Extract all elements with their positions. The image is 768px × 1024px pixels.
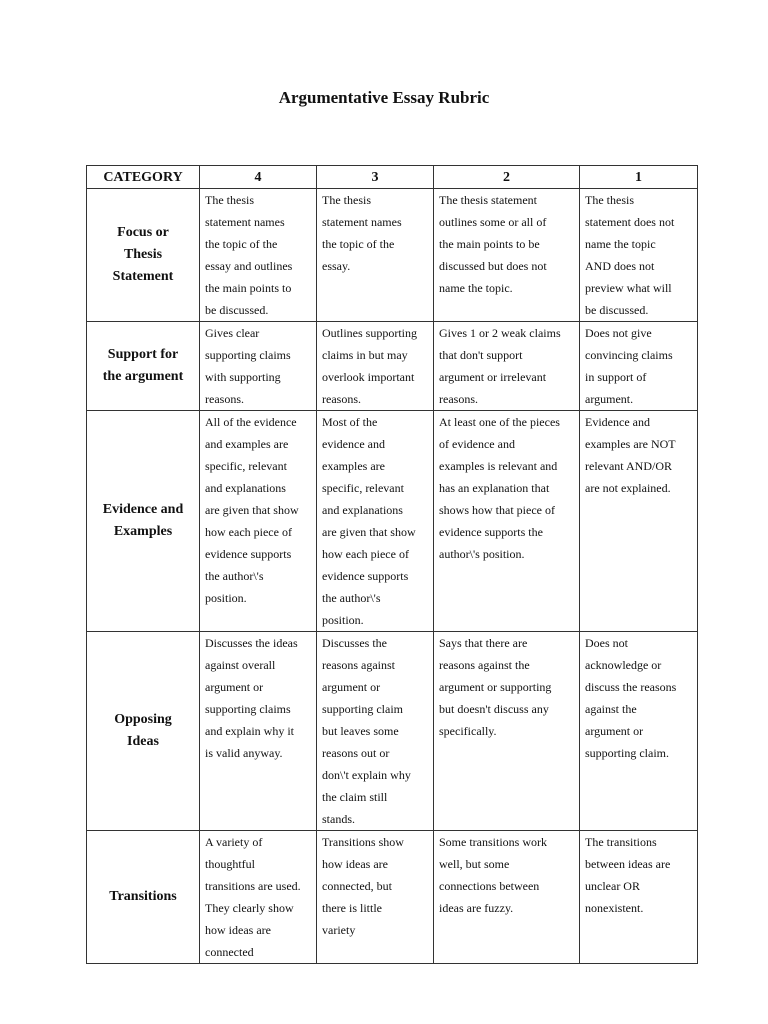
rubric-cell: The thesis statement outlines some or all of the main points to be discussed but does not name the topic. — [434, 189, 580, 322]
table-row — [87, 632, 698, 831]
header-row — [87, 166, 698, 189]
rubric-cell: Outlines supporting claims in but may overlook important reasons. — [317, 322, 434, 411]
rubric-cell: At least one of the pieces of evidence and examples is relevant and has an explanation that shows how that piece of evidence supports the author\'s position. — [434, 411, 580, 632]
rubric-table — [86, 165, 698, 964]
rubric-cell: Discusses the ideas against overall argument or supporting claims and explain why it is valid anyway. — [200, 632, 317, 831]
rubric-cell: The transitions between ideas are unclear OR nonexistent. — [580, 831, 698, 964]
rubric-cell: The thesis statement names the topic of the essay and outlines the main points to be discussed. — [200, 189, 317, 322]
rubric-cell: Gives clear supporting claims with supporting reasons. — [200, 322, 317, 411]
table-row — [87, 831, 698, 964]
category-label: Focus or Thesis Statement — [112, 225, 174, 284]
table-row — [87, 189, 698, 322]
rubric-cell: The thesis statement does not name the topic AND does not preview what will be discussed. — [580, 189, 698, 322]
rubric-cell: Transitions show how ideas are connected, but there is little variety — [317, 831, 434, 964]
rubric-cell: Does not give convincing claims in support of argument. — [580, 322, 698, 411]
category-cell — [87, 322, 200, 411]
rubric-cell: A variety of thoughtful transitions are used. They clearly show how ideas are connected — [200, 831, 317, 964]
category-cell — [87, 632, 200, 831]
category-label: Evidence and Examples — [102, 502, 184, 539]
header-score-1: 1 — [580, 166, 698, 189]
rubric-cell: Most of the evidence and examples are specific, relevant and explanations are given that show how each piece of evidence supports the author\'s position. — [317, 411, 434, 632]
category-label: Transitions — [109, 889, 177, 904]
rubric-cell: Gives 1 or 2 weak claims that don't support argument or irrelevant reasons. — [434, 322, 580, 411]
rubric-cell: Discusses the reasons against argument or supporting claim but leaves some reasons out or don\'t explain why the claim still stands. — [317, 632, 434, 831]
header-score-4: 4 — [200, 166, 317, 189]
page-title: Argumentative Essay Rubric — [278, 88, 490, 107]
rubric-cell: All of the evidence and examples are specific, relevant and explanations are given that show how each piece of evidence supports the author\'s position. — [200, 411, 317, 632]
rubric-cell: The thesis statement names the topic of the essay. — [317, 189, 434, 322]
category-label: Opposing Ideas — [114, 712, 172, 749]
rubric-cell: Some transitions work well, but some connections between ideas are fuzzy. — [434, 831, 580, 964]
rubric-cell: Does not acknowledge or discuss the reasons against the argument or supporting claim. — [580, 632, 698, 831]
header-category: CATEGORY — [87, 166, 200, 189]
table-row — [87, 322, 698, 411]
rubric-cell: Says that there are reasons against the argument or supporting but doesn't discuss any specifically. — [434, 632, 580, 831]
header-score-3: 3 — [317, 166, 434, 189]
rubric-cell: Evidence and examples are NOT relevant AND/OR are not explained. — [580, 411, 698, 632]
table-row — [87, 411, 698, 632]
category-label: Support for the argument — [102, 347, 184, 384]
category-cell — [87, 831, 200, 964]
header-score-2: 2 — [434, 166, 580, 189]
category-cell — [87, 411, 200, 632]
category-cell — [87, 189, 200, 322]
